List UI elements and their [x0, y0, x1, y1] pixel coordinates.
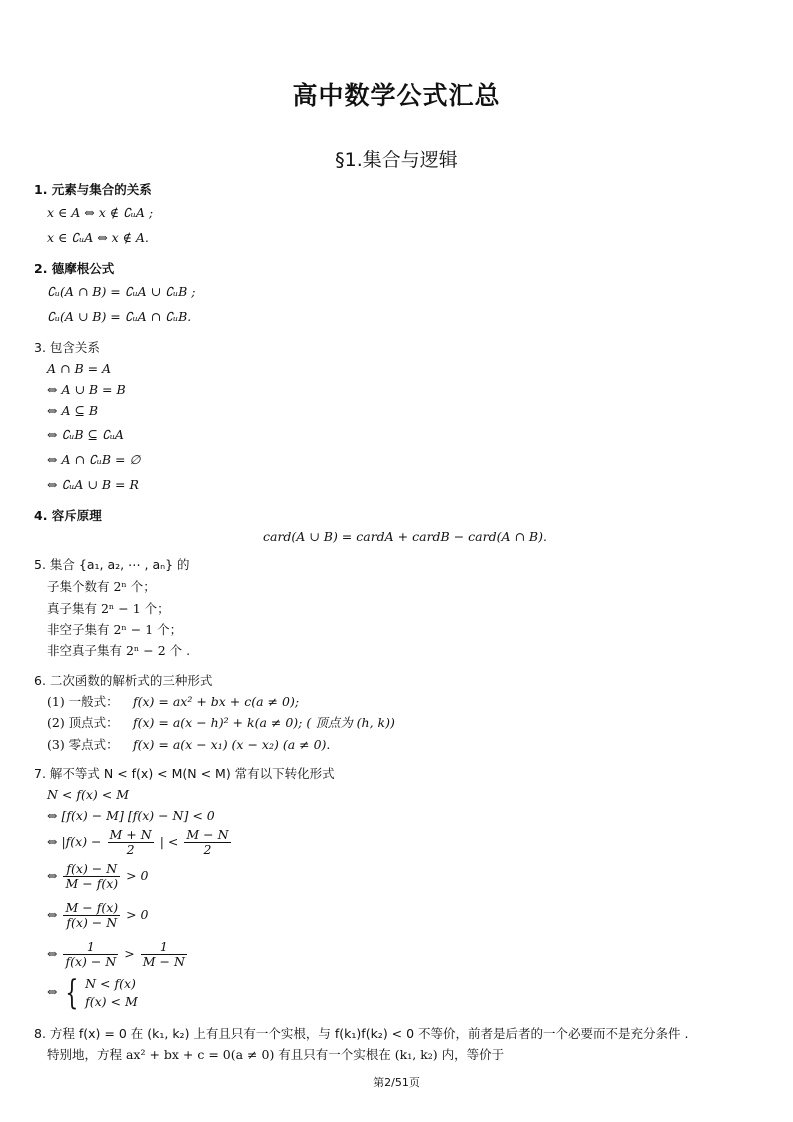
step-6-prefix: ⇔ — [47, 946, 58, 961]
item-3-formula-3: ⇔ A ⊆ B — [47, 403, 99, 418]
item-6-form-2-formula: f(x) = a(x − h)² + k(a ≠ 0); ( 顶点为 (h, k)) — [133, 715, 395, 730]
fraction-numerator: M − f(x) — [65, 900, 119, 915]
item-7-step-2: ⇔ [f(x) − M] [f(x) − N] < 0 — [47, 808, 215, 823]
step-5-prefix: ⇔ — [47, 907, 58, 922]
step-7-cases — [85, 975, 138, 1011]
item-6-heading: 6. 二次函数的解析式的三种形式 — [34, 673, 213, 688]
item-5-line-3: 非空子集有 2ⁿ − 1 个； — [47, 622, 183, 637]
item-3-heading: 3. 包含关系 — [34, 340, 100, 355]
step-6-middle: > — [124, 946, 135, 961]
document-title: 高中数学公式汇总 — [292, 81, 501, 110]
item-5-line-1: 子集个数有 2ⁿ 个； — [47, 579, 156, 594]
item-7-heading: 7. 解不等式 N < f(x) < M(N < M) 常有以下转化形式 — [34, 766, 335, 781]
item-3-formula-4: ⇔ ∁ᵤB ⊆ ∁ᵤA — [47, 427, 124, 442]
item-5-line-2: 真子集有 2ⁿ − 1 个； — [47, 601, 170, 616]
item-5-heading: 5. 集合 {a₁, a₂, ⋯ , aₙ} 的 — [34, 557, 190, 572]
case-2: f(x) < M — [85, 993, 138, 1009]
left-brace-icon: { — [65, 972, 79, 1013]
fraction-numerator: f(x) − N — [63, 862, 120, 877]
step-6-fraction-1 — [63, 940, 118, 969]
item-2-formula-2: ∁ᵤ(A ∪ B) = ∁ᵤA ∩ ∁ᵤB. — [47, 309, 192, 324]
section-heading: §1.集合与逻辑 — [335, 149, 458, 171]
step-3-prefix: ⇔ |f(x) − — [47, 834, 102, 849]
step-3-fraction-1 — [108, 828, 154, 857]
fraction-denominator: M − N — [142, 954, 185, 969]
step-3-middle: | < — [159, 834, 179, 849]
item-7-step-7 — [47, 974, 138, 1011]
fraction-numerator: M + N — [109, 827, 152, 842]
step-7-prefix: ⇔ — [47, 984, 58, 999]
item-2-heading: 2. 德摩根公式 — [34, 261, 115, 276]
item-3-formula-5: ⇔ A ∩ ∁ᵤB = ∅ — [47, 452, 141, 467]
fraction-denominator: 2 — [203, 842, 212, 857]
fraction-numerator: 1 — [63, 940, 118, 955]
step-4-suffix: > 0 — [126, 868, 149, 883]
fraction-denominator: f(x) − N — [65, 954, 117, 969]
item-4-formula: card(A ∪ B) = cardA + cardB − card(A ∩ B). — [263, 529, 547, 544]
item-3-formula-6: ⇔ ∁ᵤA ∪ B = R — [47, 477, 139, 492]
fraction-numerator: M − N — [186, 827, 229, 842]
item-6-form-3-formula: f(x) = a(x − x₁) (x − x₂) (a ≠ 0). — [133, 737, 331, 752]
item-1-heading: 1. 元素与集合的关系 — [34, 182, 152, 197]
step-5-suffix: > 0 — [126, 907, 149, 922]
item-8-heading: 8. 方程 f(x) = 0 在 (k₁, k₂) 上有且只有一个实根，与 f(k₁)f(k₂) < 0 不等价，前者是后者的一个必要而不是充分条件 . — [34, 1026, 689, 1041]
item-6-form-2-label: (2) 顶点式： — [47, 715, 119, 730]
fraction-denominator: 2 — [126, 842, 135, 857]
fraction-denominator: f(x) − N — [66, 915, 118, 930]
page-number: 第2/51页 — [373, 1076, 420, 1089]
item-1-formula-2: x ∈ ∁ᵤA ⇔ x ∉ A. — [47, 230, 149, 245]
item-6-form-3-label: (3) 零点式： — [47, 737, 119, 752]
item-7-step-5 — [47, 899, 149, 931]
fraction-denominator: M − f(x) — [65, 876, 119, 891]
item-6-form-1-label: (1) 一般式： — [47, 694, 119, 709]
item-3-formula-1: A ∩ B = A — [47, 361, 112, 376]
item-2-formula-1: ∁ᵤ(A ∩ B) = ∁ᵤA ∪ ∁ᵤB ; — [47, 284, 196, 299]
item-7-step-3 — [47, 826, 233, 858]
item-4-heading: 4. 容斥原理 — [34, 508, 102, 523]
step-6-fraction-2 — [141, 940, 187, 969]
step-4-prefix: ⇔ — [47, 868, 58, 883]
item-8-line-1: 特别地，方程 ax² + bx + c = 0(a ≠ 0) 有且只有一个实根在 (k₁, k₂) 内，等价于 — [47, 1047, 505, 1062]
item-7-step-1: N < f(x) < M — [47, 787, 130, 802]
item-6-form-1-formula: f(x) = ax² + bx + c(a ≠ 0); — [133, 694, 300, 709]
case-1: N < f(x) — [85, 975, 136, 991]
item-7-step-6 — [47, 938, 189, 970]
step-4-fraction — [63, 862, 120, 891]
item-3-formula-2: ⇔ A ∪ B = B — [47, 382, 126, 397]
item-7-step-4 — [47, 860, 149, 892]
step-5-fraction — [63, 901, 120, 930]
fraction-numerator: 1 — [141, 940, 187, 955]
item-1-formula-1: x ∈ A ⇔ x ∉ ∁ᵤA ; — [47, 205, 154, 220]
step-3-fraction-2 — [184, 828, 230, 857]
item-5-line-4: 非空真子集有 2ⁿ − 2 个 . — [47, 643, 191, 658]
